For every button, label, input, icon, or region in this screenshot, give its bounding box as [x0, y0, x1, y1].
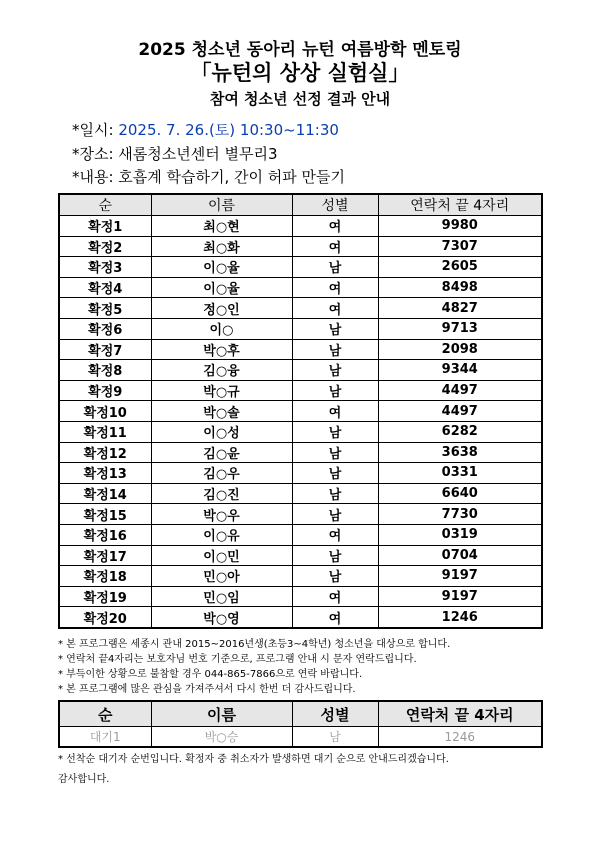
wait-cell-phone: 1246 — [378, 727, 542, 748]
table-cell-gender: 여 — [292, 236, 378, 257]
table-cell-phone: 9713 — [378, 318, 542, 339]
wait-header-gender: 성별 — [292, 701, 378, 727]
table-cell-gender: 남 — [292, 318, 378, 339]
table-cell-name: 최○화 — [151, 236, 292, 257]
table-row — [59, 318, 542, 339]
info-place: *장소: 새롬청소년센터 별무리3 — [72, 145, 278, 163]
table-row — [59, 339, 542, 360]
wait-note-line: 감사합니다. — [58, 774, 110, 785]
table-row — [59, 298, 542, 319]
table-cell-gender: 여 — [292, 298, 378, 319]
title-line-3: 참여 청소년 선정 결과 안내 — [209, 90, 391, 108]
table-cell-order: 확정17 — [59, 545, 151, 566]
table-cell-order: 확정20 — [59, 607, 151, 628]
waitlist-table-body — [59, 727, 542, 748]
table-row — [59, 257, 542, 278]
wait-note-line: * 선착순 대기자 순번입니다. 확정자 중 취소자가 발생하면 대기 순으로 안내드리겠습니다. — [58, 754, 449, 765]
wait-cell-gender: 남 — [292, 727, 378, 748]
table-cell-name: 민○아 — [151, 566, 292, 587]
table-cell-phone: 4497 — [378, 380, 542, 401]
title-line-1: 2025 청소년 동아리 뉴턴 여름방학 멘토링 — [138, 40, 462, 60]
table-cell-gender: 여 — [292, 524, 378, 545]
table-cell-order: 확정18 — [59, 566, 151, 587]
table-cell-name: 이○ — [151, 318, 292, 339]
table-row — [59, 586, 542, 607]
wait-header-phone: 연락처 끝 4자리 — [378, 701, 542, 727]
table-cell-name: 이○성 — [151, 421, 292, 442]
table-cell-phone: 1246 — [378, 607, 542, 628]
table-row — [59, 545, 542, 566]
notes — [58, 637, 548, 697]
table-cell-name: 김○융 — [151, 360, 292, 381]
table-row — [59, 504, 542, 525]
table-cell-order: 확정3 — [59, 257, 151, 278]
table-cell-order: 확정2 — [59, 236, 151, 257]
table-row — [59, 380, 542, 401]
table-row — [59, 401, 542, 422]
table-cell-phone: 9197 — [378, 566, 542, 587]
table-cell-order: 확정12 — [59, 442, 151, 463]
table-cell-order: 확정13 — [59, 463, 151, 484]
table-cell-gender: 남 — [292, 339, 378, 360]
table-cell-phone: 0331 — [378, 463, 542, 484]
header-phone: 연락처 끝 4자리 — [378, 194, 542, 216]
table-cell-order: 확정5 — [59, 298, 151, 319]
table-row — [59, 566, 542, 587]
table-cell-order: 확정15 — [59, 504, 151, 525]
table-cell-order: 확정10 — [59, 401, 151, 422]
table-cell-phone: 2098 — [378, 339, 542, 360]
table-cell-gender: 남 — [292, 566, 378, 587]
table-cell-name: 이○민 — [151, 545, 292, 566]
table-cell-order: 확정8 — [59, 360, 151, 381]
table-cell-gender: 남 — [292, 257, 378, 278]
wait-row — [59, 727, 542, 748]
table-cell-order: 확정6 — [59, 318, 151, 339]
wait-notes — [58, 750, 548, 790]
table-cell-phone: 9980 — [378, 216, 542, 237]
table-cell-name: 최○현 — [151, 216, 292, 237]
header-order: 순 — [59, 194, 151, 216]
table-cell-gender: 여 — [292, 401, 378, 422]
info-date-value: 2025. 7. 26.(토) 10:30~11:30 — [118, 121, 339, 139]
wait-header-order: 순 — [59, 701, 151, 727]
table-cell-gender: 남 — [292, 483, 378, 504]
table-cell-name: 박○영 — [151, 607, 292, 628]
table-cell-name: 정○인 — [151, 298, 292, 319]
table-cell-gender: 남 — [292, 421, 378, 442]
table-cell-phone: 9197 — [378, 586, 542, 607]
table-cell-name: 이○율 — [151, 257, 292, 278]
table-cell-gender: 남 — [292, 545, 378, 566]
table-cell-gender: 여 — [292, 216, 378, 237]
table-row — [59, 524, 542, 545]
table-cell-name: 김○윤 — [151, 442, 292, 463]
table-row — [59, 421, 542, 442]
table-cell-name: 박○규 — [151, 380, 292, 401]
table-cell-name: 박○후 — [151, 339, 292, 360]
note-line: * 본 프로그램은 세종시 관내 2015~2016년생(초등3~4학년) 청소년을 대상으로 합니다. — [58, 639, 451, 650]
wait-header-name: 이름 — [151, 701, 292, 727]
selection-table — [58, 193, 543, 629]
wait-cell-order: 대기1 — [59, 727, 151, 748]
table-row — [59, 442, 542, 463]
table-cell-order: 확정1 — [59, 216, 151, 237]
table-cell-name: 박○솔 — [151, 401, 292, 422]
info-date — [72, 120, 339, 140]
table-cell-phone: 9344 — [378, 360, 542, 381]
table-cell-gender: 남 — [292, 360, 378, 381]
table-row — [59, 236, 542, 257]
table-cell-gender: 여 — [292, 586, 378, 607]
table-cell-name: 김○진 — [151, 483, 292, 504]
title-line-2: 「뉴턴의 상상 실험실」 — [190, 61, 410, 85]
table-cell-phone: 0704 — [378, 545, 542, 566]
table-cell-order: 확정16 — [59, 524, 151, 545]
note-line: * 본 프로그램에 많은 관심을 가져주셔서 다시 한번 더 감사드립니다. — [58, 684, 356, 695]
note-line: * 부득이한 상황으로 불참할 경우 044-865-7866으로 연락 바랍니다. — [58, 669, 363, 680]
table-cell-phone: 7730 — [378, 504, 542, 525]
table-cell-name: 김○우 — [151, 463, 292, 484]
table-cell-phone: 6282 — [378, 421, 542, 442]
table-cell-order: 확정9 — [59, 380, 151, 401]
table-cell-phone: 0319 — [378, 524, 542, 545]
table-row — [59, 216, 542, 237]
selection-table-body — [59, 216, 542, 628]
table-cell-gender: 남 — [292, 504, 378, 525]
table-cell-phone: 2605 — [378, 257, 542, 278]
table-cell-order: 확정19 — [59, 586, 151, 607]
wait-cell-name: 박○승 — [151, 727, 292, 748]
table-cell-phone: 7307 — [378, 236, 542, 257]
table-cell-order: 확정14 — [59, 483, 151, 504]
table-cell-gender: 여 — [292, 607, 378, 628]
table-cell-gender: 남 — [292, 463, 378, 484]
table-cell-name: 박○우 — [151, 504, 292, 525]
table-row — [59, 277, 542, 298]
table-cell-phone: 3638 — [378, 442, 542, 463]
table-cell-gender: 남 — [292, 442, 378, 463]
table-cell-phone: 8498 — [378, 277, 542, 298]
header-name: 이름 — [151, 194, 292, 216]
table-cell-phone: 4827 — [378, 298, 542, 319]
wait-header-row — [59, 701, 542, 727]
table-cell-order: 확정7 — [59, 339, 151, 360]
info-content: *내용: 호흡계 학습하기, 간이 허파 만들기 — [72, 168, 346, 186]
table-row — [59, 360, 542, 381]
waitlist-table — [58, 700, 543, 748]
table-cell-order: 확정4 — [59, 277, 151, 298]
table-header-row — [59, 194, 542, 216]
info-date-label: *일시: — [72, 121, 119, 139]
table-cell-gender: 여 — [292, 277, 378, 298]
table-row — [59, 607, 542, 628]
header-gender: 성별 — [292, 194, 378, 216]
table-cell-order: 확정11 — [59, 421, 151, 442]
table-row — [59, 483, 542, 504]
table-cell-phone: 6640 — [378, 483, 542, 504]
table-cell-name: 이○유 — [151, 524, 292, 545]
table-cell-gender: 남 — [292, 380, 378, 401]
table-cell-name: 민○임 — [151, 586, 292, 607]
table-row — [59, 463, 542, 484]
table-cell-name: 이○율 — [151, 277, 292, 298]
table-cell-phone: 4497 — [378, 401, 542, 422]
document-header — [0, 40, 600, 109]
note-line: * 연락처 끝4자리는 보호자님 번호 기준으로, 프로그램 안내 시 문자 연락드립니다. — [58, 654, 417, 665]
